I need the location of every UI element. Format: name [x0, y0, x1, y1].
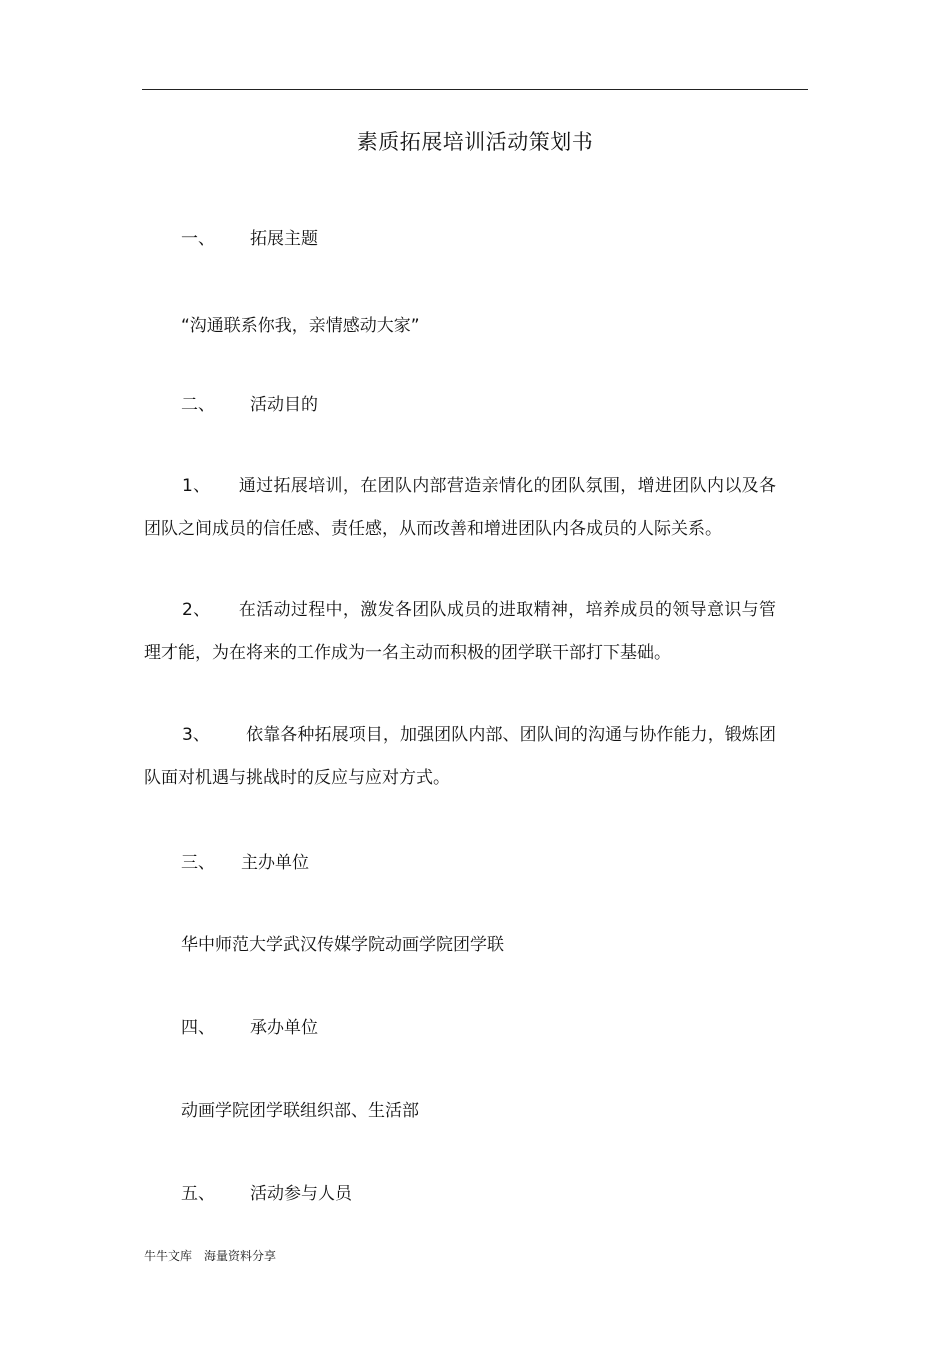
purpose-number: 3、: [182, 725, 211, 745]
section-heading-4: [181, 1017, 318, 1039]
purpose-item-1: [144, 465, 776, 551]
footer-tagline: 海量资料分享: [204, 1249, 277, 1263]
section-number: 四、: [181, 1018, 215, 1038]
section-title: 活动目的: [250, 395, 318, 415]
host-unit: 华中师范大学武汉传媒学院动画学院团学联: [181, 935, 504, 955]
purpose-text: 通过拓展培训，在团队内部营造亲情化的团队氛围，增进团队内以及各团队之间成员的信任感、责任感，从而改善和增进团队内各成员的人际关系。: [144, 476, 776, 539]
section-heading-5: [181, 1183, 352, 1205]
section-heading-2: [181, 394, 318, 416]
section-title: 活动参与人员: [250, 1184, 352, 1204]
page-footer: [144, 1248, 276, 1264]
section-title: 主办单位: [241, 853, 309, 873]
section-heading-1: [181, 228, 318, 250]
section-number: 五、: [181, 1184, 215, 1204]
section-number: 一、: [181, 229, 215, 249]
section-number: 三、: [181, 853, 215, 873]
footer-brand: 牛牛文库: [144, 1249, 193, 1263]
purpose-item-2: [144, 589, 776, 675]
purpose-text: 在活动过程中，激发各团队成员的进取精神，培养成员的领导意识与管理才能，为在将来的工作成为一名主动而积极的团学联干部打下基础。: [144, 600, 776, 663]
organizer-unit: 动画学院团学联组织部、生活部: [181, 1101, 419, 1121]
section-title: 承办单位: [250, 1018, 318, 1038]
purpose-text: 依靠各种拓展项目，加强团队内部、团队间的沟通与协作能力，锻炼团队面对机遇与挑战时的反应与应对方式。: [144, 725, 776, 788]
section-heading-3: [181, 852, 309, 874]
purpose-number: 2、: [182, 600, 211, 620]
header-rule: [142, 89, 808, 90]
section-number: 二、: [181, 395, 215, 415]
theme-slogan: “沟通联系你我，亲情感动大家”: [181, 316, 420, 336]
section-title: 拓展主题: [250, 229, 318, 249]
document-title: 素质拓展培训活动策划书: [356, 130, 594, 154]
purpose-number: 1、: [182, 476, 211, 496]
purpose-item-3: [144, 714, 776, 800]
